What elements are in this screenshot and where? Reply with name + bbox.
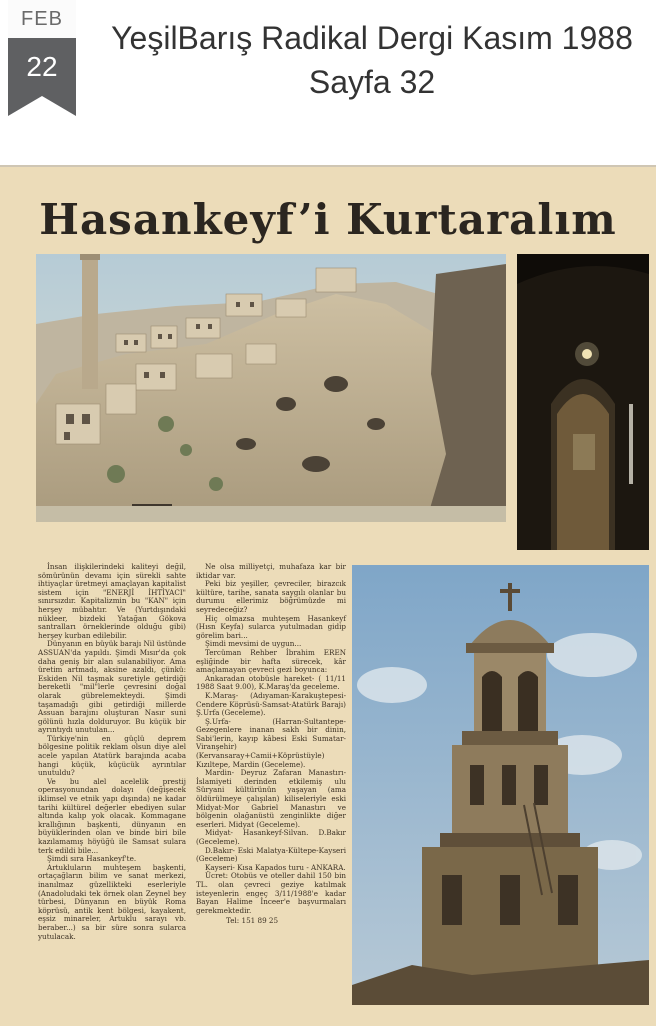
date-badge [8, 0, 76, 116]
paragraph: Türkiye'nin en güçlü deprem bölgesine politik reklam olsun diye alel acele yapılan Atatürk barajında acaba hangi küçük, küçücük ayrıntılar unutuldu? [38, 733, 186, 778]
paragraph: K.Maraş- (Adıyaman-Karakuştepesi-Cendere Köprüsü-Samsat-Atatürk Barajı) Ş.Urfa (Geceleme). [196, 690, 346, 718]
paragraph: Ücret: Otobüs ve oteller dahil 150 bin TL. olan çevreci geziye katılmak isteyenlerin engeç 3/11/1988'e kadar Bayan Halime İnceer'e başvurmaları gerekmektedir. [196, 871, 346, 915]
badge-ribbon-tail [8, 96, 76, 116]
paragraph: Ve bu alel acelelik prestij operasyonundan dolayı (değişecek iklimsel ve etnik yapı dışında) ne kadar tarihi kültürel değerler ebediyen sular altında kalıp yok olacak. Kommagane krallığının başkenti, dünyanın en büyüklerinden olan ve binde biri bile kazılamamış höyüğü ile Samsat sulara terk edildi bile... [38, 776, 186, 855]
article-left-column [38, 563, 186, 983]
paragraph: Ne olsa milliyetçi, muhafaza kar bir iktidar var. [196, 562, 346, 580]
paragraph: Peki biz yeşiller, çevreciler, birazcık kültüre, tarihe, sanata saygılı olanlar bu durumu ellerimiz böğrümüzde mi seyredeceğiz? [196, 579, 346, 614]
paragraph: Midyat- Hasankeyf-Silvan. D.Bakır (Geceleme). [196, 828, 346, 846]
paragraph: Şimdi mevsimi de uygun... [205, 639, 302, 649]
paragraph: Tercüman Rehber İbrahim EREN eşliğinde bir hafta sürecek, kâr amaçlamayan çevreci gezi boyunca: [196, 647, 346, 675]
hasankeyf-landscape-photo [36, 254, 506, 522]
paragraph: Hiç olmazsa muhteşem Hasankeyf (Hısn Keyfa) sularca yutulmadan gidip görelim bari... [196, 613, 346, 640]
post-title: YeşilBarış Radikal Dergi Kasım 1988 Sayfa 32 [111, 20, 633, 100]
contact-phone: Tel: 151 89 25 [226, 916, 279, 926]
paragraph: D.Bakır- Eski Malatya-Kültepe-Kayseri (Geceleme) [196, 845, 346, 864]
magazine-page-scan [0, 165, 656, 1026]
paragraph: Şimdi sıra Hasankeyf'te. [47, 854, 137, 864]
paragraph: Ş.Urfa- (Harran-Sultantepe-Gezegenlere inanan sakh bir dinin, Sabi'lerin, kayıp kâbesi Eski Sumatar-Viranşehir) (Kervansaray+Camii+Köprüstüyle) Kızıltepe, Mardin (Geceleme). [196, 716, 346, 769]
interior-arch-photo [517, 254, 649, 550]
church-tower-photo [352, 565, 649, 1005]
article-right-column [196, 563, 346, 983]
paragraph: Mardin- Deyruz Zafaran Manastırı-İslamiyeti derinden etkilemiş ulu Süryani kültürünün yaşayan (ama öldürülmeye çalışılan) kiliseleriyle eski Midyat-Mor Gabriel Manastırı ve bölgenin olağanüstü zenginlikte diğer eserleri. Midyat (Geceleme). [196, 768, 346, 829]
article-headline: Hasankeyf’i Kurtaralım [39, 195, 617, 244]
date-month: FEB [8, 0, 76, 38]
paragraph: Dünyanın en büyük barajı Nil üstünde ASSUAN'da yapıldı. Şimdi Mısır'da çok daha geniş bir alan sulanabiliyor. Ama üretim artmadı, aksine azaldı, çünkü: Eskiden Nil taşmak suretiyle getirdiği bereketli "mil"lerle çevresini doğal olarak gübrelemekteydi. Şimdi taşamadığı gibi getirdiği millerde Assuan barajını oluşturan Nasır suni gölünü hızla dolduruyor. Bu küçük bir ayrıntıydı unutulan... [38, 639, 186, 735]
date-day: 22 [8, 38, 76, 96]
paragraph: İnsan ilişkilerindeki kaliteyi değil, sömürünün devamı için sürekli sahte ihtiyaçlar üretmeyi amaçlayan kapitalist sistem için "ENERJİ İHTİYACI" sınırsızdır. Kapitalizmin bu "KAN" için herşey mübahtır. Ve (Yurtdışındaki nükleer, bizdeki Yatağan Gökova santralları örneklerinde olduğu gibi) herşey kurban edilebilir. [38, 562, 186, 640]
paragraph: Artukluların muhteşem başkenti, ortaçağların bilim ve sanat merkezi, inanılmaz güzellikteki eserleriyle (Anadoludaki tek örnek olan Zeynel bey türbesi, Dünyanın en büyük Roma köprüsü, antik kent bölgesi, kayakent, eşsiz minareler, Artuklu sarayı vb. beraber...) sa bir süre sonra sularca yutulacak. [38, 862, 186, 941]
paragraph: Ankaradan otobüsle hareket- ( 11/11 1988 Saat 9.00), K.Maraş'da geceleme. [196, 673, 346, 692]
paragraph: Kayseri- Kısa Kapados turu - ANKARA. [205, 862, 346, 872]
